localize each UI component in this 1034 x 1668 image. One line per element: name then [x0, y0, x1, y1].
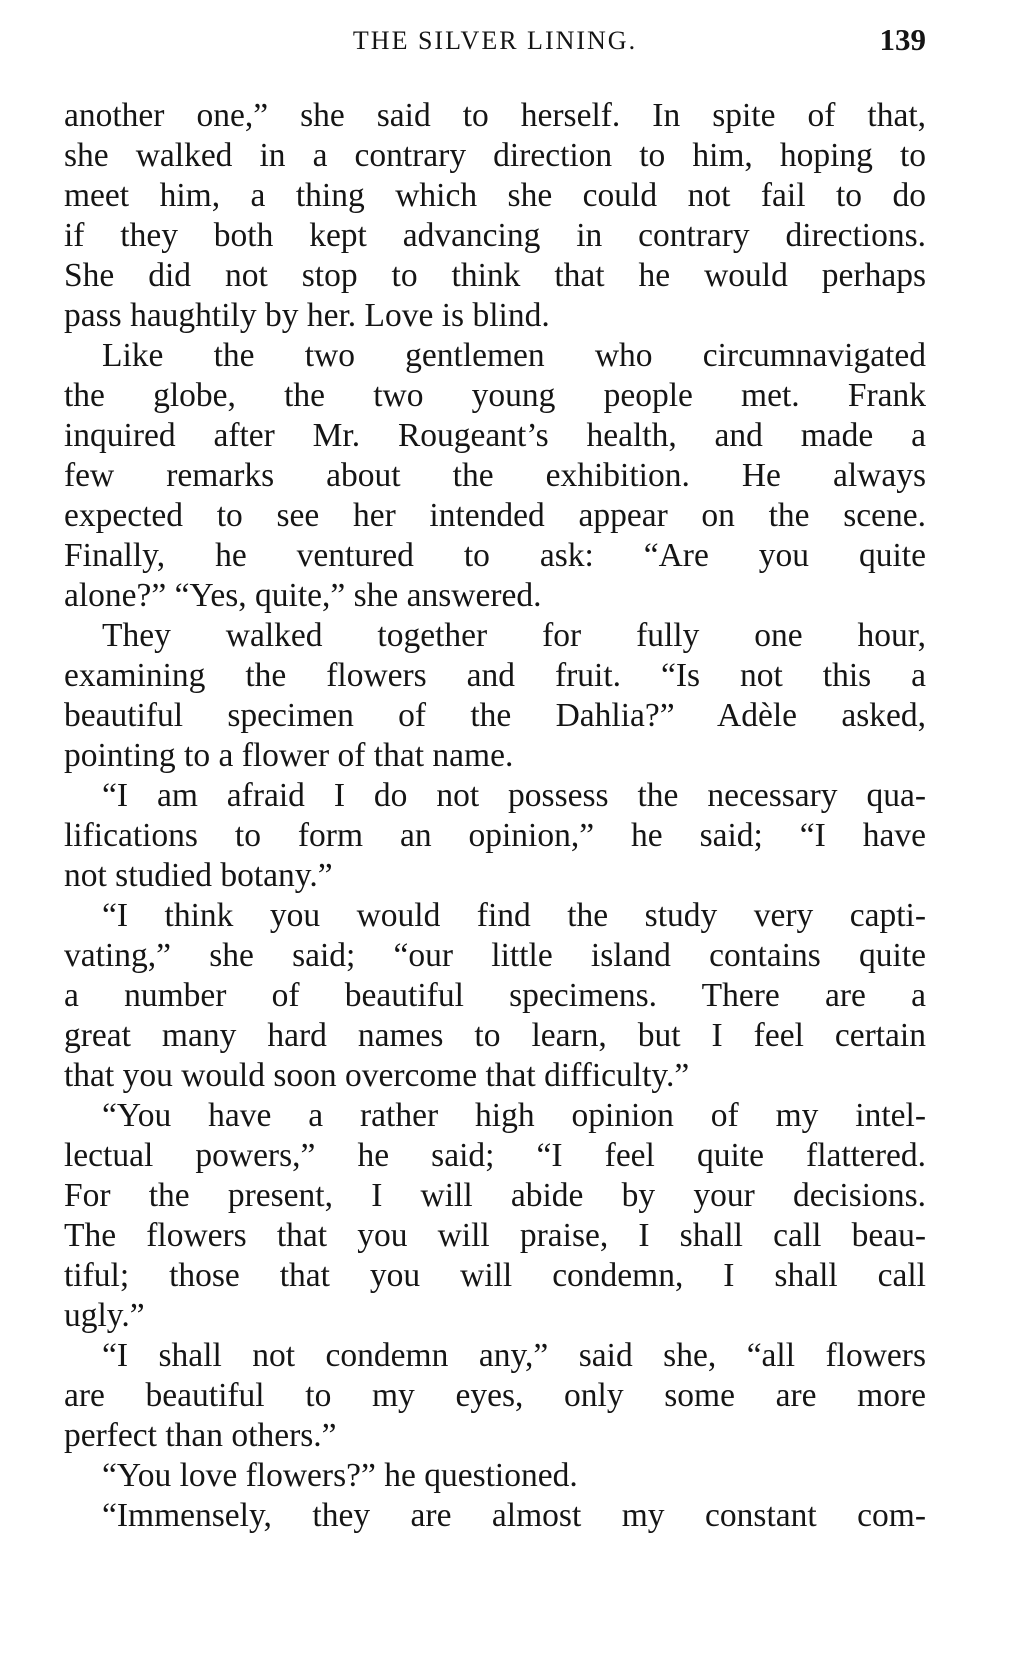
page-number: 139	[879, 22, 926, 57]
text-line: “I shall not condemn any,” said she, “all flowers	[102, 1337, 926, 1374]
text-line: not studied botany.”	[64, 857, 333, 894]
text-line: few remarks about the exhibition. He always	[64, 457, 926, 494]
text-line: “Immensely, they are almost my constant com-	[102, 1497, 926, 1534]
text-line: “I think you would find the study very capti-	[102, 897, 926, 934]
text-line: beautiful specimen of the Dahlia?” Adèle asked,	[64, 697, 926, 734]
text-line: the globe, the two young people met. Frank	[64, 377, 926, 414]
text-line: great many hard names to learn, but I feel certain	[64, 1017, 926, 1054]
text-line: if they both kept advancing in contrary directions.	[64, 217, 926, 254]
text-line: meet him, a thing which she could not fail to do	[64, 177, 926, 214]
text-line: inquired after Mr. Rougeant’s health, and made a	[64, 417, 926, 454]
text-line: For the present, I will abide by your decisions.	[64, 1177, 926, 1214]
text-line: The flowers that you will praise, I shall call beau-	[64, 1217, 926, 1254]
text-line: lectual powers,” he said; “I feel quite flattered.	[64, 1137, 926, 1174]
text-line: perfect than others.”	[64, 1417, 337, 1454]
text-line: tiful; those that you will condemn, I shall call	[64, 1257, 926, 1294]
text-line: vating,” she said; “our little island contains quite	[64, 937, 926, 974]
text-line: expected to see her intended appear on the scene.	[64, 497, 926, 534]
text-line: a number of beautiful specimens. There are a	[64, 977, 926, 1014]
text-line: lifications to form an opinion,” he said; “I have	[64, 817, 926, 854]
text-line: another one,” she said to herself. In spite of that,	[64, 97, 926, 134]
text-line: “I am afraid I do not possess the necessary qua-	[102, 777, 926, 814]
page-header	[64, 22, 926, 62]
text-line: She did not stop to think that he would perhaps	[64, 257, 926, 294]
text-line: Finally, he ventured to ask: “Are you quite	[64, 537, 926, 574]
text-line: she walked in a contrary direction to him, hoping to	[64, 137, 926, 174]
text-line: are beautiful to my eyes, only some are more	[64, 1377, 926, 1414]
text-line: that you would soon overcome that difficulty.”	[64, 1057, 690, 1094]
text-line: They walked together for fully one hour,	[102, 617, 926, 654]
body-text	[64, 96, 926, 1536]
text-line: “You have a rather high opinion of my intel-	[102, 1097, 926, 1134]
text-line: ugly.”	[64, 1297, 145, 1334]
text-line: pointing to a flower of that name.	[64, 737, 514, 774]
running-title: THE SILVER LINING.	[352, 26, 638, 55]
text-line: examining the flowers and fruit. “Is not this a	[64, 657, 926, 694]
text-line: pass haughtily by her. Love is blind.	[64, 297, 550, 334]
text-line: Like the two gentlemen who circumnavigated	[102, 337, 926, 374]
text-line: alone?” “Yes, quite,” she answered.	[64, 577, 542, 614]
text-line: “You love flowers?” he questioned.	[102, 1457, 578, 1494]
